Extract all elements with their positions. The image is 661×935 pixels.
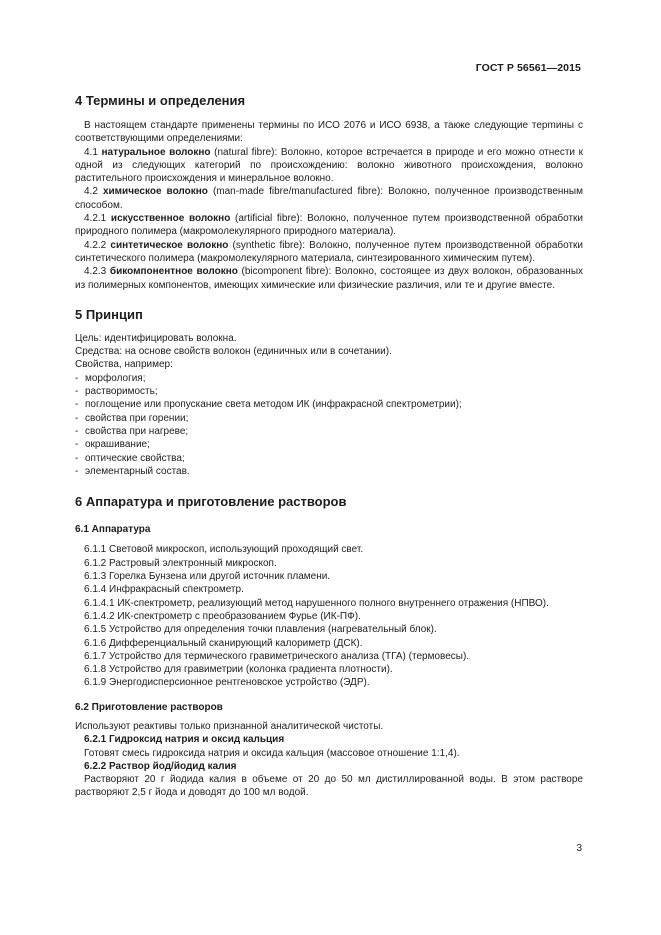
term-4-2-1 [75,212,583,239]
list-dash: - [75,465,79,477]
reagent-6-2-2-text: Растворяют 20 г йодида калия в объеме от 20 до 50 мл дистиллированной воды. В этом растворе растворяют 2,5 г йода и доводят до 100 мл водой. [75,774,583,799]
term-number: 4.2 [84,186,98,198]
section-4-intro: В настоящем стандарте применены термины по ИСО 2076 и ИСО 6938, а также следующие терmины с соответствующими определениями: [75,120,583,145]
list-item: 6.1.4.2 ИК-спектрометр с преобразованием Фурье (ИК-ПФ). [84,610,361,622]
reagent-6-2-1-title: 6.2.1 Гидроксид натрия и оксид кальция [84,734,285,746]
term-name: искусственное волокно [110,213,231,225]
list-item-text: морфология; [85,372,146,384]
section-5-title: 5 Принцип [75,306,143,322]
list-item [75,372,583,385]
term-4-2-3 [75,265,583,292]
list-item [75,385,583,398]
term-definition: (bicomponent fibre): Волокно, состоящее из двух волокон, образованных из полимерных компонентов, имеющих химические или физические различия, или те и другие вместе. [75,266,584,291]
section-4-body [75,119,583,292]
term-definition: (man-made fibre/manufactured fibre): Волокно, полученное производственным способом. [75,186,583,211]
list-item-text: окрашивание; [85,439,150,451]
list-dash: - [75,452,79,464]
term-name: синтетическое волокно [110,239,229,251]
list-dash: - [75,439,79,451]
page-number: 3 [576,843,582,854]
page-content [75,90,583,800]
list-dash: - [75,425,79,437]
list-item-text: растворимость; [85,386,158,398]
principle-goal: Цель: идентифицировать волокна. [75,332,237,344]
term-definition: (synthetic fibre): Волокно, полученное путем производственной обработки синтетического полимера (макромолекулярного материала, синтезированного химическим путем). [75,239,584,264]
list-item [75,425,583,438]
list-item: 6.1.2 Растровый электронный микроскоп. [84,557,277,569]
list-item-text: оптические свойства; [85,452,185,464]
term-number: 4.2.3 [84,266,107,278]
term-number: 4.2.1 [84,213,107,225]
section-5-body [75,332,583,478]
list-dash: - [75,372,79,384]
list-item [75,398,583,411]
term-name: бикомпонентное волокно [109,266,238,278]
list-item: 6.1.4 Инфракрасный спектрометр. [84,584,244,596]
term-number: 4.1 [84,146,98,158]
document-id: ГОСТ Р 56561—2015 [475,62,581,74]
section-4-title: 4 Термины и определения [75,93,246,108]
list-item: 6.1.4.1 ИК-спектрометр, реализующий метод нарушенного полного внутреннего отражения (НПВО). [84,597,549,609]
list-item-text: свойства при горении; [85,412,189,424]
term-definition: (artificial fibre): Волокно, полученное путем производственной обработки природного полимера (макромолекулярного природного материала). [75,213,584,238]
list-item: 6.1.6 Дифференциальный сканирующий калориметр (ДСК). [84,637,363,649]
section-6-title: 6 Аппаратура и приготовление растворов [75,494,347,510]
list-item: 6.1.9 Энергодисперсионное рентгеновское устройство (ЭДР). [84,677,370,689]
list-item [75,465,583,478]
properties-list [75,372,583,478]
list-dash: - [75,386,79,398]
subsection-6-1-title: 6.1 Аппаратура [75,524,151,536]
principle-means: Средства: на основе свойств волокон (единичных или в сочетании). [75,346,392,358]
list-item-text: поглощение или пропускание света методом ИК (инфракрасной спектрометрии); [85,399,462,411]
list-item: 6.1.1 Световой микроскоп, использующий проходящий свет. [84,544,364,556]
term-name: химическое волокно [102,186,208,198]
list-item [75,412,583,425]
subsection-6-2-title: 6.2 Приготовление растворов [75,701,223,713]
term-name: натуральное волокно [101,146,211,158]
list-dash: - [75,399,79,411]
term-4-1 [75,146,583,186]
list-dash: - [75,412,79,424]
term-definition: (natural fibre): Волокно, которое встречается в природе и его можно отнести к одной из следующих категорий по происхождению: волокно животного происхождения, волокно растительного происхождения и минеральное волокно. [75,146,583,185]
list-item: 6.1.8 Устройство для гравиметрии (колонка градиента плотности). [84,664,393,676]
reagents-note: Используют реактивы только признанной аналитической чистоты. [75,720,384,732]
list-item-text: свойства при нагреве; [85,425,189,437]
list-item: 6.1.7 Устройство для термического гравиметрического анализа (ТГА) (термовесы). [84,650,470,662]
list-item [75,452,583,465]
term-number: 4.2.2 [84,239,107,251]
equipment-list [75,543,583,689]
list-item [75,438,583,451]
reagent-6-2-2-title: 6.2.2 Раствор йод/йодид калия [84,760,237,772]
principle-props-intro: Свойства, например: [75,359,173,371]
list-item-text: элементарный состав. [85,465,190,477]
solutions-body [75,720,583,800]
list-item: 6.1.5 Устройство для определения точки плавления (нагревательный блок). [84,624,437,636]
term-4-2 [75,185,583,212]
reagent-6-2-1-text: Готовят смесь гидроксида натрия и оксида кальция (массовое отношение 1:1,4). [84,747,460,759]
term-4-2-2 [75,239,583,266]
list-item: 6.1.3 Горелка Бунзена или другой источник пламени. [84,571,331,583]
